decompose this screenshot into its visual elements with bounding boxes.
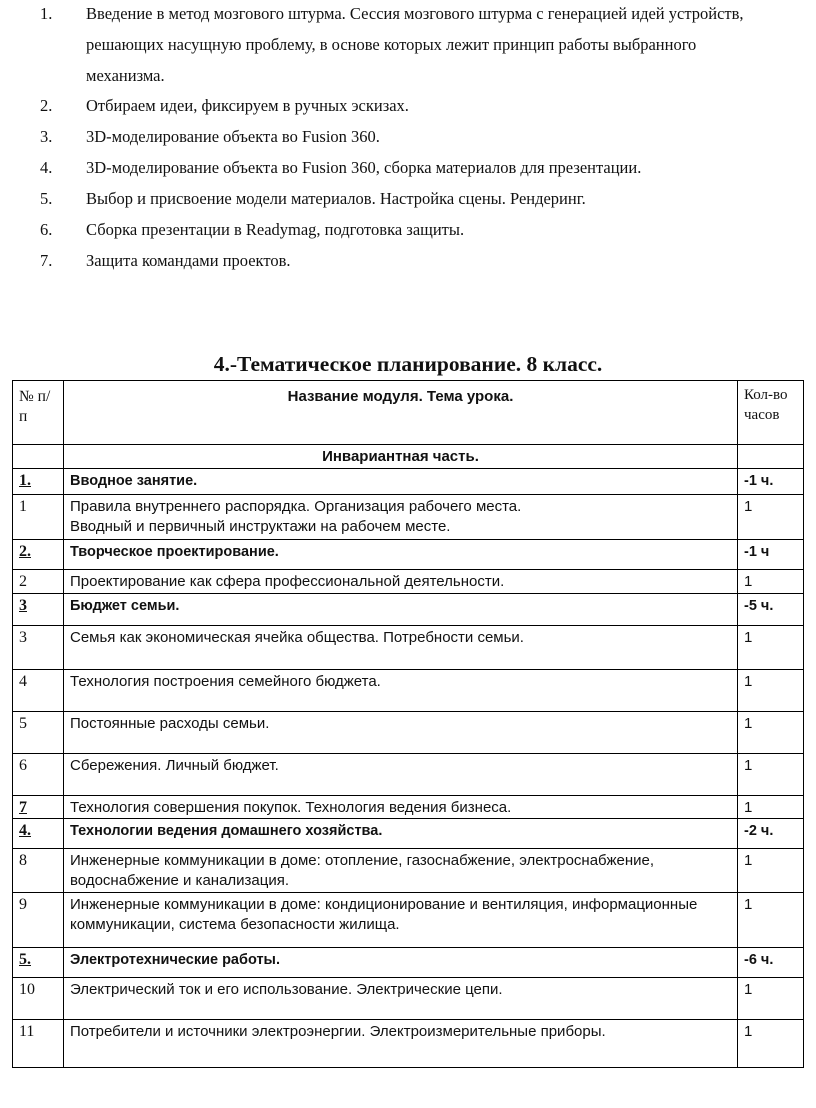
row-number: 4 bbox=[13, 670, 64, 712]
row-hours: 1 bbox=[738, 1020, 804, 1068]
header-topic: Название модуля. Тема урока. bbox=[64, 381, 738, 445]
table-row bbox=[13, 712, 804, 754]
row-hours: 1 bbox=[738, 796, 804, 819]
row-number: 3 bbox=[13, 594, 64, 626]
list-item-number: 3. bbox=[40, 127, 53, 146]
row-topic bbox=[64, 495, 738, 540]
header-number: № п/п bbox=[13, 381, 64, 445]
row-hours: -1 ч bbox=[738, 540, 804, 570]
thematic-plan-table bbox=[12, 380, 804, 1068]
list-item-text: Выбор и присвоение модели материалов. Настройка сцены. Рендеринг. bbox=[86, 189, 586, 208]
table-row bbox=[13, 893, 804, 948]
row-hours: 1 bbox=[738, 754, 804, 796]
row-number: 4. bbox=[13, 819, 64, 849]
table-subheader-row bbox=[13, 445, 804, 469]
table-row bbox=[13, 670, 804, 712]
table-row bbox=[13, 978, 804, 1020]
table-row bbox=[13, 849, 804, 893]
row-hours: -1 ч. bbox=[738, 469, 804, 495]
row-topic: Бюджет семьи. bbox=[64, 594, 738, 626]
row-hours: 1 bbox=[738, 626, 804, 670]
row-number: 2. bbox=[13, 540, 64, 570]
list-item-number: 6. bbox=[40, 220, 53, 239]
row-topic: Электротехнические работы. bbox=[64, 948, 738, 978]
row-topic: Проектирование как сфера профессиональной деятельности. bbox=[64, 570, 738, 594]
row-topic: Потребители и источники электроэнергии. Электроизмерительные приборы. bbox=[64, 1020, 738, 1068]
row-hours: 1 bbox=[738, 670, 804, 712]
list-item-text: Защита командами проектов. bbox=[86, 251, 291, 270]
row-topic: Технология совершения покупок. Технология ведения бизнеса. bbox=[64, 796, 738, 819]
row-topic: Инженерные коммуникации в доме: отопление, газоснабжение, электроснабжение, водоснабжение и канализация. bbox=[64, 849, 738, 893]
table-header-row bbox=[13, 381, 804, 445]
row-topic: Технология построения семейного бюджета. bbox=[64, 670, 738, 712]
row-number: 6 bbox=[13, 754, 64, 796]
row-hours: 1 bbox=[738, 712, 804, 754]
row-topic: Электрический ток и его использование. Электрические цепи. bbox=[64, 978, 738, 1020]
table-row bbox=[13, 594, 804, 626]
row-hours: -2 ч. bbox=[738, 819, 804, 849]
subheader-invariant: Инвариантная часть. bbox=[64, 445, 738, 469]
row-topic: Вводное занятие. bbox=[64, 469, 738, 495]
header-hours: Кол-во часов bbox=[738, 381, 804, 445]
table-row bbox=[13, 495, 804, 540]
row-topic: Технологии ведения домашнего хозяйства. bbox=[64, 819, 738, 849]
list-item-text: Отбираем идеи, фиксируем в ручных эскизах. bbox=[86, 96, 409, 115]
row-hours: 1 bbox=[738, 495, 804, 540]
list-item-text: Введение в метод мозгового штурма. Сессия мозгового штурма с генерацией идей устройств, решающих насущную проблему, в основе которых лежит принцип работы выбранного механизма. bbox=[86, 4, 744, 85]
row-hours: 1 bbox=[738, 893, 804, 948]
row-number: 9 bbox=[13, 893, 64, 948]
list-item-number: 7. bbox=[40, 251, 53, 270]
row-hours: -6 ч. bbox=[738, 948, 804, 978]
row-number: 1. bbox=[13, 469, 64, 495]
row-number: 3 bbox=[13, 626, 64, 670]
list-item-text: Сборка презентации в Readymag, подготовка защиты. bbox=[86, 220, 465, 239]
list-item-number: 1. bbox=[40, 4, 53, 23]
row-number: 2 bbox=[13, 570, 64, 594]
table-row bbox=[13, 819, 804, 849]
row-number: 1 bbox=[13, 495, 64, 540]
table-row bbox=[13, 469, 804, 495]
row-topic: Семья как экономическая ячейка общества. Потребности семьи. bbox=[64, 626, 738, 670]
row-topic-line: Правила внутреннего распорядка. Организация рабочего места. bbox=[70, 498, 522, 515]
list-item-text: 3D-моделирование объекта во Fusion 360, сборка материалов для презентации. bbox=[86, 158, 642, 177]
row-topic: Сбережения. Личный бюджет. bbox=[64, 754, 738, 796]
list-item-number: 5. bbox=[40, 189, 53, 208]
row-hours: 1 bbox=[738, 849, 804, 893]
table-row bbox=[13, 1020, 804, 1068]
list-item-number: 4. bbox=[40, 158, 53, 177]
row-number: 11 bbox=[13, 1020, 64, 1068]
list-item-text: 3D-моделирование объекта во Fusion 360. bbox=[86, 127, 380, 146]
table-row bbox=[13, 540, 804, 570]
row-topic: Инженерные коммуникации в доме: кондиционирование и вентиляция, информационные коммуникации, система безопасности жилища. bbox=[64, 893, 738, 948]
row-hours: 1 bbox=[738, 978, 804, 1020]
row-number: 5. bbox=[13, 948, 64, 978]
row-hours: 1 bbox=[738, 570, 804, 594]
table-row bbox=[13, 626, 804, 670]
row-number: 10 bbox=[13, 978, 64, 1020]
table-row bbox=[13, 754, 804, 796]
row-hours: -5 ч. bbox=[738, 594, 804, 626]
table-row bbox=[13, 570, 804, 594]
row-number: 8 bbox=[13, 849, 64, 893]
section-title: 4.-Тематическое планирование. 8 класс. bbox=[213, 352, 603, 376]
list-item-number: 2. bbox=[40, 96, 53, 115]
row-topic: Постоянные расходы семьи. bbox=[64, 712, 738, 754]
table-row bbox=[13, 796, 804, 819]
row-number: 7 bbox=[13, 796, 64, 819]
table-row bbox=[13, 948, 804, 978]
row-topic-line: Вводный и первичный инструктажи на рабочем месте. bbox=[70, 518, 451, 535]
row-topic: Творческое проектирование. bbox=[64, 540, 738, 570]
row-number: 5 bbox=[13, 712, 64, 754]
